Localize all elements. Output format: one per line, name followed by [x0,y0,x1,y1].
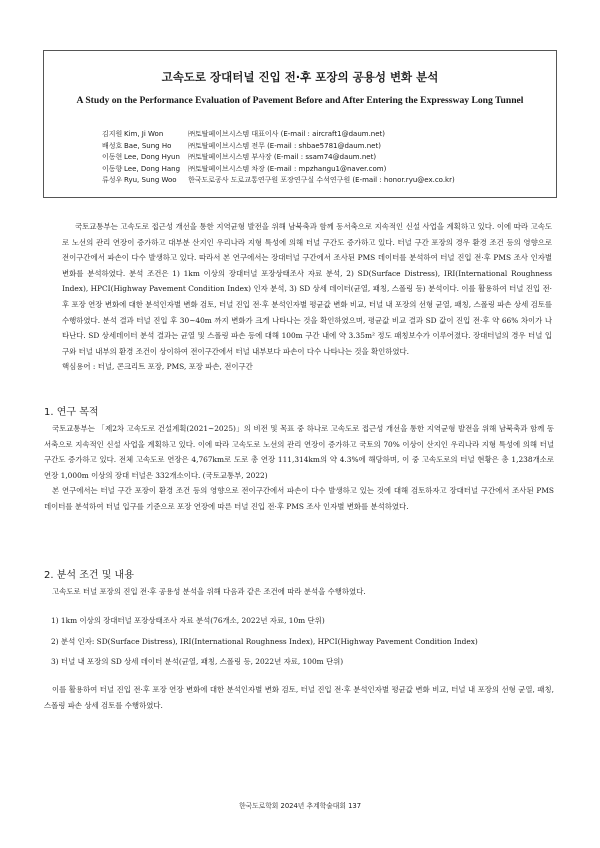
list-item: 1) 1km 이상의 장대터널 포장상태조사 자료 분석(76개소, 2022년 자료, 10m 단위) [51,616,325,625]
author-name-ko: 류성우 [102,176,123,185]
author-affiliation: 한국도로공사 도로교통연구원 포장연구실 수석연구원 (E-mail : honor.ryu@ex.co.kr) [188,176,455,185]
author-list [102,129,455,187]
author-affiliation: ㈜토탈페이브시스템 대표이사 (E-mail : aircraft1@daum.net) [188,130,386,138]
author-name-ko: 이동현 [102,153,123,162]
author-name-ko: 배성호 [102,141,123,150]
paper-title-korean: 고속도로 장대터널 진입 전·후 포장의 공용성 변화 분석 [161,70,439,84]
section-1-paragraph: 국토교통부는 「제2차 고속도로 건설계획(2021~2025)」의 비전 및 목표 중 하나로 고속도로 접근성 개선을 통한 지역균형 발전을 위해 남북축과 함께 동서축으로 지속적인 신설 사업을 계획하고 있다. 이에 따라 고속도로 노선의 관리 연장이 증가하고 국토의 70% 이상이 산지인 우리나라 지형 특성에 의해 터널 구간도 증가하고 있다. 전체 고속도로 연장은 4,767km로 도로 총 연장 111,314km의 약 4.3%에 해당하며, 이 중 고속도로의 터널 현황은 총 1,238개소로 연장 1,000m 이상의 장대 터널은 332개소이다. (국토교통부, 2022) [44,424,554,480]
author-name-ko: 김지원 [102,130,123,138]
author-affiliation: ㈜토탈페이브시스템 전무 (E-mail : shbae5781@daum.net) [188,141,381,150]
page-footer: 한국도로학회 2024년 추계학술대회 137 [238,802,362,810]
author-name-en: Kim, Ji Won [124,130,164,138]
author-affiliation: ㈜토탈페이브시스템 차장 (E-mail : mpzhangu1@naver.com) [188,164,387,173]
title-box [43,50,557,198]
section-1-paragraph: 본 연구에서는 터널 구간 포장이 환경 조건 등의 영향으로 전이구간에서 파손이 다수 발생하고 있는 것에 대해 검토하자고 장대터널 구간에서 조사된 PMS 데이터를 분석하여 터널 입구를 기준으로 포장 연장에 따른 터널 진입 전·후 PMS 조사 인자별 변화를 분석하였다. [44,486,554,511]
author-row [102,152,455,164]
author-row [102,141,455,153]
analysis-condition-list [51,611,478,673]
list-item: 2) 분석 인자: SD(Surface Distress), IRI(International Roughness Index), HPCI(Highway Pavement Condition Index) [51,636,478,646]
author-name-en: Bae, Sung Ho [124,141,172,150]
paper-title-english: A Study on the Performance Evaluation of Pavement Before and After Entering the Expressway Long Tunnel [76,95,524,106]
author-row [102,164,455,176]
list-item: 3) 터널 내 포장의 SD 상세 데이터 분석(균열, 패칭, 스폴링 등, 2022년 자료, 100m 단위) [51,657,344,666]
author-name-en: Lee, Dong Hang [124,164,181,173]
author-affiliation: ㈜토탈페이브시스템 부사장 (E-mail : ssam74@daum.net) [188,153,377,162]
abstract-text: 국토교통부는 고속도로 접근성 개선을 통한 지역균형 발전을 위해 남북축과 함께 동서축으로 지속적인 신설 사업을 계획하고 있다. 이에 따라 고속도로 노선의 관리 연장이 증가하고 대부분 산지인 우리나라 지형 특성에 의해 터널 구간도 증가하고 있다. 터널 구간 포장의 경우 환경 조건 등의 영향으로 전이구간에서 파손이 다수 발생하고 있다. 따라서 본 연구에서는 장대터널 구간에서 조사된 PMS 데이터를 분석하여 터널 진입 전·후 PMS 조사 인자별 변화를 분석하였다. 분석 조건은 1) 1km 이상의 장대터널 포장상태조사 자료 분석, 2) SD(Surface Distress), IRI(International Roughness Index), HPCI(Highway Pavement Condition Index) 인자 분석, 3) SD 상세 데이터(균열, 패칭, 스폴링 등) 분석이다. 이를 활용하여 터널 진입 전·후 포장 연장 변화에 대한 분석인자별 변화 검토, 터널 진입 전·후 분석인자별 평균값 변화 비교, 터널 내 포장의 선형 균열, 패칭, 스폴링 파손 상세 검토를 수행하였다. 분석 결과 터널 진입 후 30~40m 까지 변화가 크게 나타나는 것을 확인하였으며, 평균값 비교 결과 SD 값이 진입 전·후 약 66% 차이가 나타난다. SD 상세데이터 분석 결과는 균열 및 스폴링 파손 등에 대해 100m 구간 내에 약 3.35m² 정도 패칭보수가 이루어졌다. 장대터널의 경우 터널 입구와 터널 내부의 환경 조건이 상이하여 전이구간에서 터널 내부보다 파손이 다수 나타나는 것을 확인하였다. [62,222,552,356]
section-2-paragraph: 이를 활용하여 터널 진입 전·후 포장 연장 변화에 대한 분석인자별 변화 검토, 터널 진입 전·후 분석인자별 평균값 변화 비교, 터널 내 포장의 선형 균열, 패칭, 스폴링 파손 상세 검토를 수행하였다. [44,685,554,710]
author-name-en: Lee, Dong Hyun [124,153,180,162]
section-1-body [44,421,554,515]
author-name-en: Ryu, Sung Woo [124,176,177,185]
author-row [102,175,455,187]
section-2-outro [44,682,554,713]
section-2-title: 2. 분석 조건 및 내용 [44,570,134,581]
author-row [102,129,455,141]
abstract [62,219,552,375]
section-2-intro [44,584,554,600]
section-2-paragraph: 고속도로 터널 포장의 진입 전·후 공용성 분석을 위해 다음과 같은 조건에 따라 분석을 수행하였다. [52,587,366,596]
section-1-title: 1. 연구 목적 [44,407,99,418]
author-name-ko: 이동향 [102,164,123,173]
keywords: 핵심용어 : 터널, 콘크리트 포장, PMS, 포장 파손, 전이구간 [62,362,253,372]
